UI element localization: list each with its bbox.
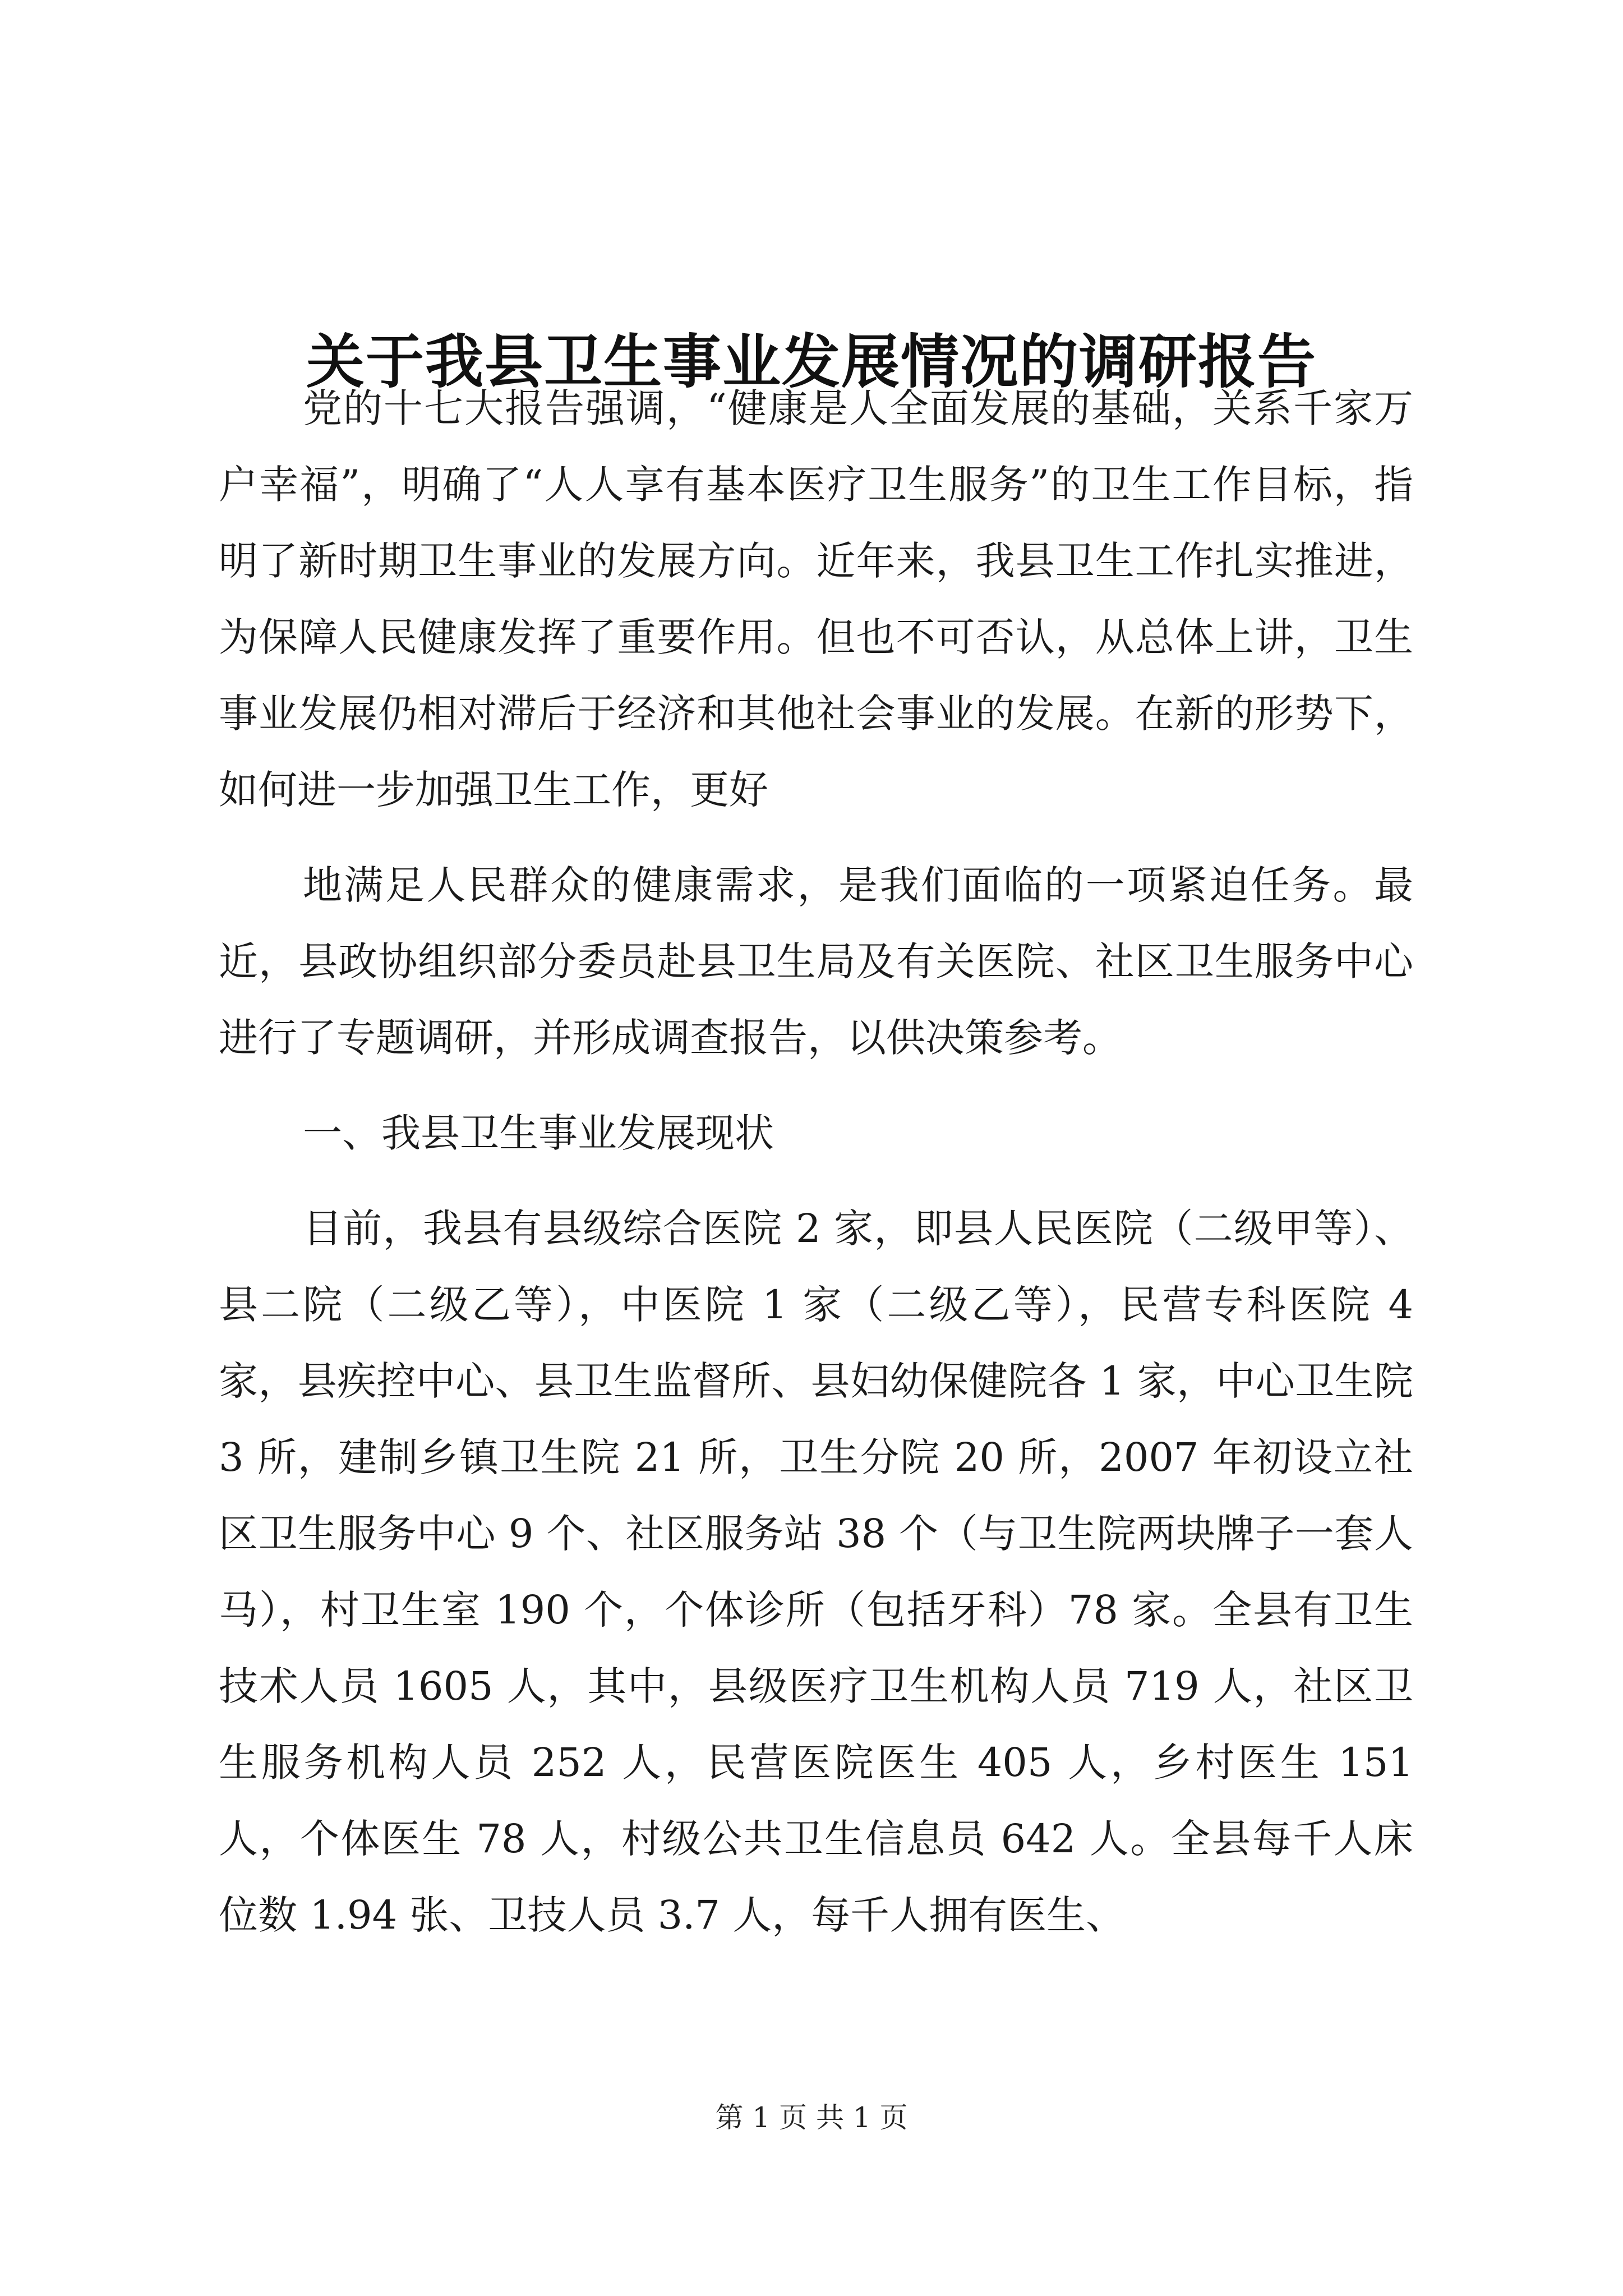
document-body — [219, 370, 1413, 1953]
document-title: 关于我县卫生事业发展情况的调研报告 — [306, 326, 1317, 396]
paragraph-intro: 党的十七大报告强调，“健康是人全面发展的基础，关系千家万户幸福”，明确了“人人享有基本医疗卫生服务”的卫生工作目标，指明了新时期卫生事业的发展方向。近年来，我县卫生工作扎实推进，为保障人民健康发挥了重要作用。但也不可否认，从总体上讲，卫生事业发展仍相对滞后于经济和其他社会事业的发展。在新的形势下，如何进一步加强卫生工作，更好 — [219, 385, 1413, 813]
paragraph-status: 目前，我县有县级综合医院 2 家，即县人民医院（二级甲等）、县二院（二级乙等），中医院 1 家（二级乙等），民营专科医院 4 家，县疾控中心、县卫生监督所、县妇幼保健院各 1 家，中心卫生院 3 所，建制乡镇卫生院 21 所，卫生分院 20 所，2007 年初设立社区卫生服务中心 9 个、社区服务站 38 个（与卫生院两块牌子一套人马），村卫生室 190 个，个体诊所（包括牙科）78 家。全县有卫生技术人员 1605 人，其中，县级医疗卫生机构人员 719 人，社区卫生服务机构人员 252 人，民营医院医生 405 人，乡村医生 151 人，个体医生 78 人，村级公共卫生信息员 642 人。全县每千人床位数 1.94 张、卫技人员 3.7 人，每千人拥有医生、 — [219, 1205, 1413, 1938]
section-heading: 一、我县卫生事业发展现状 — [303, 1110, 774, 1156]
paragraph-continuation: 地满足人民群众的健康需求，是我们面临的一项紧迫任务。最近，县政协组织部分委员赴县卫生局及有关医院、社区卫生服务中心进行了专题调研，并形成调查报告，以供决策参考。 — [219, 862, 1413, 1061]
page-footer: 第 1 页 共 1 页 — [715, 2101, 908, 2134]
